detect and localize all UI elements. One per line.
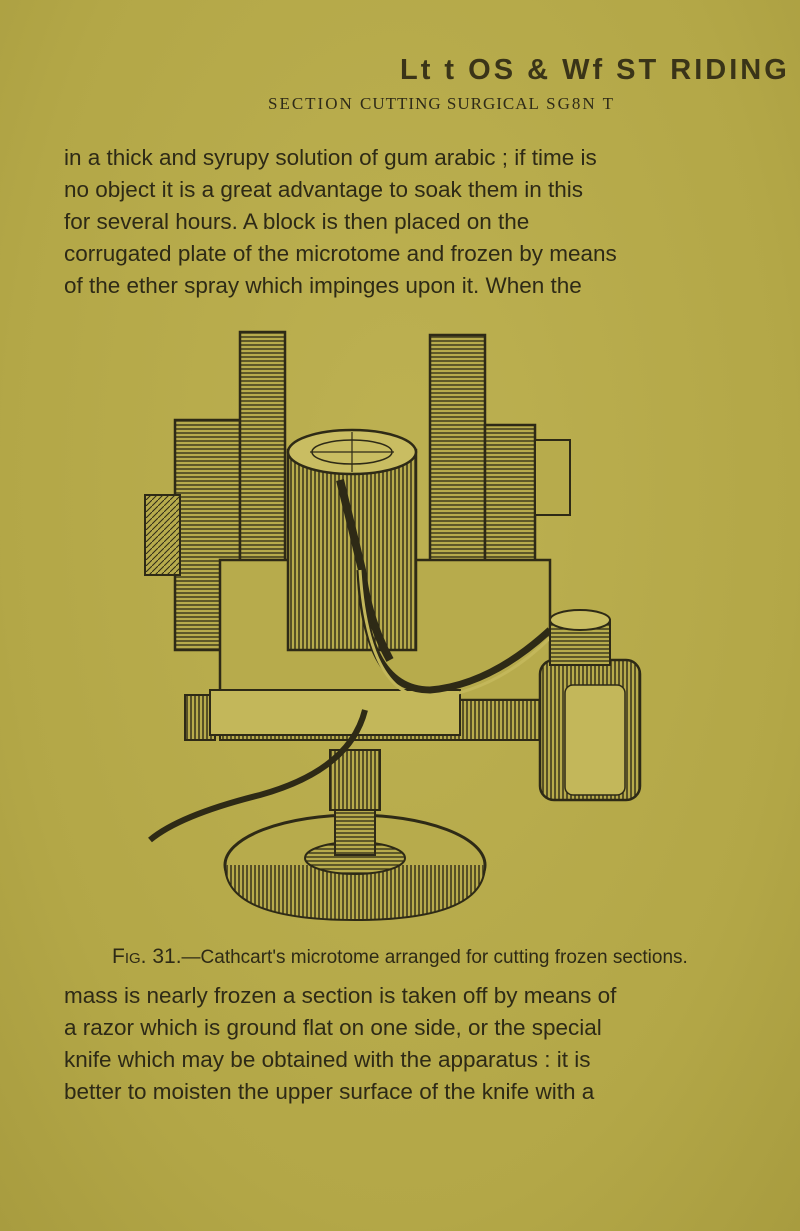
- paragraph-bottom: [64, 980, 732, 1108]
- text-line: for several hours. A block is then placed on the: [64, 209, 530, 234]
- library-stamp: Lt t OS & Wf ST RIDING: [400, 54, 790, 86]
- text-line: corrugated plate of the microtome and frozen by means: [64, 241, 617, 266]
- ether-bottle: [540, 610, 640, 800]
- text-line: of the ether spray which impinges upon it. When the: [64, 273, 582, 298]
- text-line: knife which may be obtained with the apparatus : it is: [64, 1047, 591, 1072]
- running-head: [268, 94, 615, 114]
- library-stamp-area: [0, 0, 800, 113]
- running-head-section: SECTION: [268, 94, 354, 113]
- text-line: no object it is a great advantage to soak them in this: [64, 177, 584, 202]
- figure-label: Fig. 31.: [112, 945, 182, 968]
- text-line: better to moisten the upper surface of the knife with a: [64, 1079, 595, 1104]
- text-line: a razor which is ground flat on one side, or the special: [64, 1015, 602, 1040]
- running-head-right: SG8N T: [546, 94, 615, 113]
- microtome-illustration: [110, 320, 650, 935]
- freezing-plate: [288, 430, 416, 660]
- running-head-scrawl: CUTTING SURGICAL: [360, 94, 540, 113]
- text-line: in a thick and syrupy solution of gum arabic ; if time is: [64, 145, 597, 170]
- figure-caption-text: —Cathcart's microtome arranged for cutting frozen sections.: [181, 947, 688, 968]
- central-column: [330, 750, 380, 855]
- text-line: mass is nearly frozen a section is taken off by means of: [64, 983, 617, 1008]
- figure-caption: [112, 945, 712, 969]
- paragraph-top: [64, 142, 732, 302]
